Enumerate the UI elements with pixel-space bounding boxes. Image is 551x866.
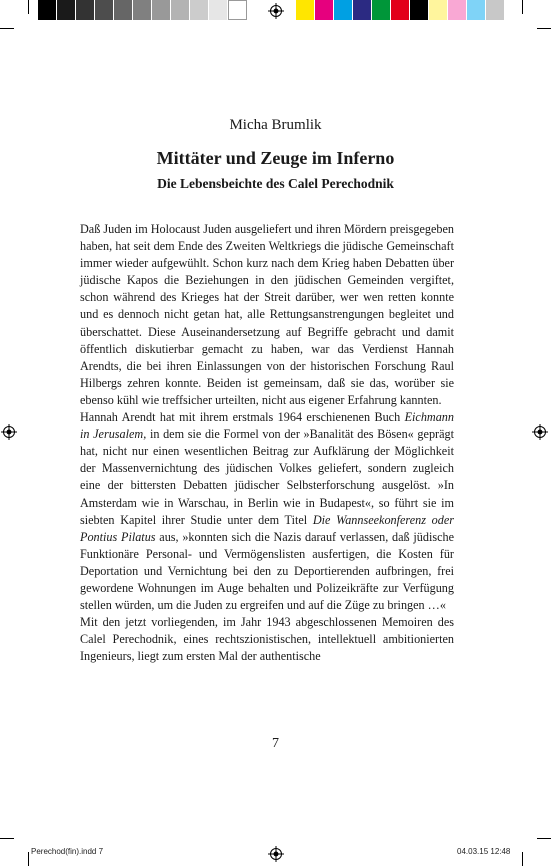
color-swatch [38,0,57,20]
registration-mark-icon [268,3,284,19]
color-swatch [372,0,391,20]
crop-mark [537,838,551,839]
slug-timestamp: 04.03.15 12:48 [457,847,511,856]
registration-mark-icon [1,424,17,440]
page-number: 7 [272,736,279,751]
color-swatch [171,0,190,20]
crop-mark [0,838,14,839]
color-swatch [353,0,372,20]
color-swatch [152,0,171,20]
color-swatch [95,0,114,20]
crop-mark [0,28,14,29]
chapter-title: Mittäter und Zeuge im Inferno [156,148,395,168]
chapter-subtitle: Die Lebensbeichte des Calel Perechodnik [157,176,394,191]
color-swatch [228,0,247,20]
text-run: in dem sie die Formel von der »Banalität des Bösen« geprägt hat, nicht nur einen wesentlichen Beitrag zur Aufklärung der Möglichkeit der Massenvernichtung des jüdischen Volkes geliefert, sondern zugleich eine der bittersten Debatten jüdischer Selbsterforschung ausgelöst. »In Amsterdam wie in Warschau, in Berlin wie in Budapest«, so führt sie im siebten Kapitel ihrer Studie unter dem Titel [80,427,454,527]
color-swatch [486,0,505,20]
book-title: Die Wannseekonferenz oder Pontius Pilatus [80,512,455,544]
color-swatch [133,0,152,20]
color-swatch [76,0,95,20]
color-swatch [410,0,429,20]
color-swatch [334,0,353,20]
color-swatch [391,0,410,20]
crop-mark [522,852,523,866]
color-swatch [315,0,334,20]
crop-mark [537,28,551,29]
paragraph: Mit den jetzt vorliegenden, im Jahr 1943 abgeschlossenen Memoiren des Calel Perechodnik, eines rechtszionistischen, intellektuell ambitionierten Ingenieurs, liegt zum ersten Mal der authentische [80,615,454,664]
book-title: Eichmann in Jerusalem, [80,410,454,442]
color-swatch [467,0,486,20]
slug-filename: Perechod(fin).indd 7 [31,847,104,856]
color-swatch [209,0,228,20]
registration-mark-icon [532,424,548,440]
color-swatch [448,0,467,20]
author-name: Micha Brumlik [229,117,322,133]
paragraph: Daß Juden im Holocaust Juden ausgeliefert und ihren Mördern preisgegeben haben, hat seit dem Ende des Zweiten Weltkriegs die jüdische Gemeinschaft immer wieder aufgewühlt. Schon kurz nach dem Krieg haben Debatten über jüdische Kapos die Beziehungen in den jüdischen Gemeinden vergiftet, schon während des Krieges hat der Streit darüber, wer wen retten konnte und es dennoch nicht getan hat, alle Rettungsanstrengungen begleitet und überschattet. Diese Auseinandersetzung auf Begriffe gebracht und damit öffentlich diskutierbar gemacht zu haben, war das Verdienst Hannah Arendts, die bei ihren Einlassungen von der historischen Forschung Raul Hilbergs zehren konnte. Beiden ist gemeinsam, daß sie das, worüber sie ebenso kühl wie treffsicher urteilten, nicht aus eigener Erfahrung kannten. [80,222,454,407]
text-run: aus, »konnten sich die Nazis darauf verlassen, daß jüdische Funktionäre Personal- und Vermögenslisten ausfertigen, die Kosten für Deportation und Vernichtung bei den zu Deportierenden aufbringen, frei gewordene Wohnungen im Auge behalten und Polizeikräfte zur Verfügung stellen würden, um die Juden zu ergreifen und auf die Züge zu bringen …« [80,529,454,613]
body-text [80,221,454,665]
paragraph [80,409,454,614]
color-swatch [190,0,209,20]
color-swatch [429,0,448,20]
cmyk-color-bar [296,0,505,20]
color-swatch [296,0,315,20]
registration-mark-icon [268,846,284,862]
color-swatch [114,0,133,20]
grayscale-color-bar [38,0,247,20]
crop-mark [28,852,29,866]
crop-mark [28,0,29,14]
color-swatch [57,0,76,20]
crop-mark [522,0,523,14]
text-run: Hannah Arendt hat mit ihrem erstmals 1964 erschienenen Buch [80,410,405,425]
